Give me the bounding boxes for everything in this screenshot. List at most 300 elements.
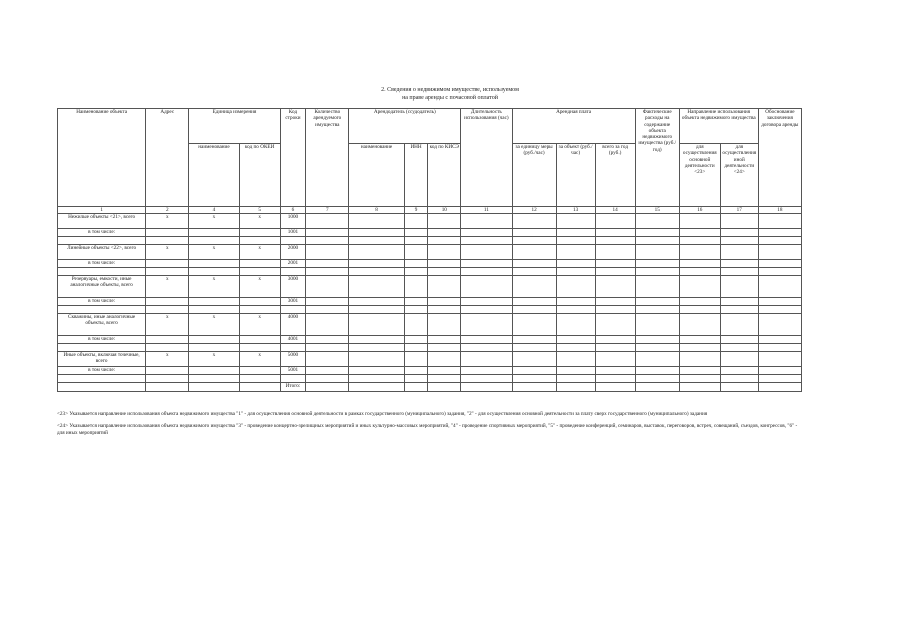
row-unit-okei xyxy=(239,268,280,276)
row-empty-cell xyxy=(758,276,801,298)
row-address: x xyxy=(146,245,189,260)
row-empty-cell xyxy=(349,336,404,344)
row-empty-cell xyxy=(428,298,461,306)
section-title-line-2: на праве аренды с почасовой оплатой xyxy=(402,95,498,101)
row-empty-cell xyxy=(720,306,758,314)
row-empty-cell xyxy=(306,229,349,237)
row-empty-cell xyxy=(595,298,635,306)
table-row xyxy=(58,276,802,298)
row-empty-cell xyxy=(349,276,404,298)
row-empty-cell xyxy=(679,306,720,314)
row-unit-okei xyxy=(239,260,280,268)
row-empty-cell xyxy=(461,375,512,383)
row-empty-cell xyxy=(635,276,679,298)
row-empty-cell xyxy=(512,268,556,276)
header-rent-object: за объект (руб./час) xyxy=(556,144,595,207)
row-empty-cell xyxy=(461,298,512,306)
table-row xyxy=(58,237,802,245)
row-line-code xyxy=(280,268,306,276)
row-empty-cell xyxy=(461,237,512,245)
row-empty-cell xyxy=(595,306,635,314)
row-empty-cell xyxy=(512,298,556,306)
column-number: 6 xyxy=(280,207,306,214)
header-lessor: Арендодатель (ссудодатель) xyxy=(349,109,461,144)
row-unit-name xyxy=(189,237,239,245)
row-unit-okei: x xyxy=(239,245,280,260)
row-empty-cell xyxy=(461,268,512,276)
table-row xyxy=(58,245,802,260)
row-empty-cell xyxy=(404,375,428,383)
row-unit-okei: x xyxy=(239,314,280,336)
row-empty-cell xyxy=(461,344,512,352)
header-purpose-main: для осуществления основной деятельности <23> xyxy=(679,144,720,207)
row-line-code: 3001 xyxy=(280,298,306,306)
row-line-code xyxy=(280,375,306,383)
header-lessor-inn: ИНН xyxy=(404,144,428,207)
row-empty-cell xyxy=(461,214,512,229)
row-empty-cell xyxy=(720,214,758,229)
row-empty-cell xyxy=(512,367,556,375)
row-empty-cell xyxy=(428,276,461,298)
row-empty-cell xyxy=(556,260,595,268)
row-empty-cell xyxy=(306,260,349,268)
row-empty-cell xyxy=(595,229,635,237)
row-empty-cell xyxy=(512,260,556,268)
row-unit-name xyxy=(189,260,239,268)
row-empty-cell xyxy=(512,229,556,237)
row-address xyxy=(146,229,189,237)
header-rent-unit: за единицу меры (руб./час) xyxy=(512,144,556,207)
row-empty-cell xyxy=(679,268,720,276)
row-unit-okei: x xyxy=(239,352,280,367)
row-empty-cell xyxy=(428,306,461,314)
row-empty-cell xyxy=(635,367,679,375)
row-empty-cell xyxy=(720,336,758,344)
row-empty-cell xyxy=(404,352,428,367)
row-empty-cell xyxy=(556,229,595,237)
row-address xyxy=(146,237,189,245)
row-unit-name: x xyxy=(189,245,239,260)
row-empty-cell xyxy=(595,268,635,276)
row-empty-cell xyxy=(512,237,556,245)
row-empty-cell xyxy=(428,229,461,237)
row-empty-cell xyxy=(349,245,404,260)
row-empty-cell xyxy=(556,314,595,336)
row-empty-cell xyxy=(720,375,758,383)
row-empty-cell xyxy=(720,268,758,276)
row-empty-cell xyxy=(461,260,512,268)
row-empty-cell xyxy=(635,298,679,306)
row-empty-cell xyxy=(461,336,512,344)
row-unit-okei xyxy=(239,298,280,306)
header-address: Адрес xyxy=(146,109,189,207)
header-area: Количество арендуемого имущества xyxy=(306,109,349,207)
table-row xyxy=(58,260,802,268)
row-empty-cell xyxy=(556,276,595,298)
row-empty-cell xyxy=(512,276,556,298)
footnotes xyxy=(57,411,802,442)
row-empty-cell xyxy=(679,229,720,237)
row-empty-cell xyxy=(404,229,428,237)
row-empty-cell xyxy=(404,306,428,314)
row-line-code: 4000 xyxy=(280,314,306,336)
row-empty-cell xyxy=(306,306,349,314)
row-unit-name xyxy=(189,229,239,237)
table-row xyxy=(58,306,802,314)
row-empty-cell xyxy=(404,214,428,229)
row-unit-okei xyxy=(239,237,280,245)
row-unit-okei xyxy=(239,344,280,352)
header-rent-year: всего за год (руб.) xyxy=(595,144,635,207)
row-empty-cell xyxy=(349,229,404,237)
row-empty-cell xyxy=(428,237,461,245)
header-lessor-kisz: код по КИСЭ xyxy=(428,144,461,207)
column-number: 2 xyxy=(146,207,189,214)
row-empty-cell xyxy=(679,314,720,336)
row-empty-cell xyxy=(349,375,404,383)
row-empty-cell xyxy=(556,352,595,367)
row-empty-cell xyxy=(635,375,679,383)
row-empty-cell xyxy=(306,276,349,298)
row-empty-cell xyxy=(758,229,801,237)
row-line-code xyxy=(280,237,306,245)
row-unit-name xyxy=(189,306,239,314)
row-empty-cell xyxy=(556,237,595,245)
column-number: 8 xyxy=(349,207,404,214)
row-unit-name xyxy=(189,367,239,375)
row-unit-name: x xyxy=(189,214,239,229)
row-empty-cell xyxy=(428,375,461,383)
header-row-1 xyxy=(58,109,802,144)
row-empty-cell xyxy=(461,314,512,336)
row-empty-cell xyxy=(595,367,635,375)
table-row xyxy=(58,352,802,367)
row-empty-cell xyxy=(404,245,428,260)
row-empty-cell xyxy=(635,268,679,276)
row-empty-cell xyxy=(404,314,428,336)
row-name xyxy=(58,268,146,276)
row-empty-cell xyxy=(720,276,758,298)
row-empty-cell xyxy=(720,245,758,260)
header-unit-name: наименование xyxy=(189,144,239,207)
row-empty-cell xyxy=(556,306,595,314)
row-empty-cell xyxy=(512,214,556,229)
row-empty-cell xyxy=(556,336,595,344)
column-number: 18 xyxy=(758,207,801,214)
row-empty-cell xyxy=(306,352,349,367)
row-empty-cell xyxy=(758,245,801,260)
row-empty-cell xyxy=(349,260,404,268)
column-number: 4 xyxy=(189,207,239,214)
row-address xyxy=(146,298,189,306)
row-empty-cell xyxy=(428,336,461,344)
table-row xyxy=(58,344,802,352)
row-name: Нежилые объекты <21>, всего xyxy=(58,214,146,229)
row-unit-name xyxy=(189,375,239,383)
row-address xyxy=(146,344,189,352)
row-empty-cell xyxy=(679,260,720,268)
row-unit-okei xyxy=(239,375,280,383)
row-empty-cell xyxy=(349,344,404,352)
total-label: Итого: xyxy=(280,383,306,392)
row-address: x xyxy=(146,352,189,367)
row-name: в том числе: xyxy=(58,298,146,306)
row-empty-cell xyxy=(461,352,512,367)
row-empty-cell xyxy=(758,375,801,383)
column-number: 14 xyxy=(595,207,635,214)
row-address: x xyxy=(146,276,189,298)
row-empty-cell xyxy=(635,214,679,229)
row-empty-cell xyxy=(679,298,720,306)
row-empty-cell xyxy=(404,298,428,306)
table-row xyxy=(58,375,802,383)
row-empty-cell xyxy=(758,344,801,352)
row-empty-cell xyxy=(428,314,461,336)
column-number: 12 xyxy=(512,207,556,214)
row-empty-cell xyxy=(635,260,679,268)
column-number: 7 xyxy=(306,207,349,214)
row-name xyxy=(58,375,146,383)
row-empty-cell xyxy=(306,367,349,375)
table-row xyxy=(58,336,802,344)
row-empty-cell xyxy=(758,336,801,344)
row-empty-cell xyxy=(635,306,679,314)
row-address xyxy=(146,336,189,344)
row-empty-cell xyxy=(428,352,461,367)
row-name: Скважины, иные аналогичные объекты, всего xyxy=(58,314,146,336)
row-line-code: 1000 xyxy=(280,214,306,229)
row-empty-cell xyxy=(679,276,720,298)
table-row xyxy=(58,229,802,237)
row-empty-cell xyxy=(720,237,758,245)
row-empty-cell xyxy=(720,367,758,375)
header-name: Наименование объекта xyxy=(58,109,146,207)
row-empty-cell xyxy=(635,352,679,367)
row-empty-cell xyxy=(306,237,349,245)
row-line-code: 4001 xyxy=(280,336,306,344)
row-empty-cell xyxy=(512,245,556,260)
header-line-code: Код строки xyxy=(280,109,306,207)
row-empty-cell xyxy=(349,367,404,375)
column-number: 15 xyxy=(635,207,679,214)
row-empty-cell xyxy=(679,237,720,245)
row-empty-cell xyxy=(679,214,720,229)
row-empty-cell xyxy=(758,268,801,276)
row-address xyxy=(146,260,189,268)
column-number: 9 xyxy=(404,207,428,214)
row-empty-cell xyxy=(428,214,461,229)
row-empty-cell xyxy=(512,306,556,314)
row-empty-cell xyxy=(512,352,556,367)
row-empty-cell xyxy=(595,336,635,344)
table-row xyxy=(58,214,802,229)
table-row xyxy=(58,268,802,276)
row-unit-okei: x xyxy=(239,214,280,229)
row-empty-cell xyxy=(461,245,512,260)
row-empty-cell xyxy=(306,268,349,276)
row-name xyxy=(58,237,146,245)
footnote-24: <24> Указывается направление использования объекта недвижимого имущества "3" - проведение концертно-зрелищных мероприятий и иных культурно-массовых мероприятий, "4" - проведение спортивных мероприятий, "5" - проведение конференций, семинаров, выставок, переговоров, встреч, совещаний, съездов, конгрессов, "6" - для иных мероприятий xyxy=(57,423,798,436)
row-line-code: 3000 xyxy=(280,276,306,298)
row-unit-name xyxy=(189,268,239,276)
row-empty-cell xyxy=(679,367,720,375)
table-row xyxy=(58,314,802,336)
row-address xyxy=(146,268,189,276)
row-empty-cell xyxy=(720,344,758,352)
row-empty-cell xyxy=(306,214,349,229)
row-empty-cell xyxy=(635,314,679,336)
row-empty-cell xyxy=(349,237,404,245)
row-empty-cell xyxy=(512,375,556,383)
row-empty-cell xyxy=(635,229,679,237)
column-number: 13 xyxy=(556,207,595,214)
header-expenses: Фактические расходы на содержание объекта недвижимого имущества (руб./год) xyxy=(635,109,679,207)
column-number: 11 xyxy=(461,207,512,214)
row-empty-cell xyxy=(556,268,595,276)
row-empty-cell xyxy=(758,367,801,375)
row-empty-cell xyxy=(349,306,404,314)
row-line-code xyxy=(280,306,306,314)
row-empty-cell xyxy=(556,375,595,383)
header-rent: Арендная плата xyxy=(512,109,635,144)
row-empty-cell xyxy=(404,260,428,268)
row-empty-cell xyxy=(349,298,404,306)
property-table xyxy=(57,108,802,392)
row-empty-cell xyxy=(679,375,720,383)
row-empty-cell xyxy=(758,214,801,229)
table-row xyxy=(58,298,802,306)
row-empty-cell xyxy=(758,237,801,245)
row-empty-cell xyxy=(512,344,556,352)
row-line-code: 5000 xyxy=(280,352,306,367)
row-empty-cell xyxy=(679,352,720,367)
row-empty-cell xyxy=(306,344,349,352)
row-unit-okei: x xyxy=(239,276,280,298)
row-unit-okei xyxy=(239,336,280,344)
row-empty-cell xyxy=(595,314,635,336)
row-line-code: 2001 xyxy=(280,260,306,268)
row-empty-cell xyxy=(404,268,428,276)
header-unit-okei: код по ОКЕИ xyxy=(239,144,280,207)
row-empty-cell xyxy=(679,344,720,352)
row-empty-cell xyxy=(512,336,556,344)
row-empty-cell xyxy=(306,314,349,336)
row-empty-cell xyxy=(595,245,635,260)
column-number: 16 xyxy=(679,207,720,214)
row-empty-cell xyxy=(758,298,801,306)
row-empty-cell xyxy=(595,344,635,352)
row-name: в том числе: xyxy=(58,367,146,375)
header-unit: Единица измерения xyxy=(189,109,280,144)
row-unit-name: x xyxy=(189,352,239,367)
row-empty-cell xyxy=(595,276,635,298)
row-name xyxy=(58,344,146,352)
row-unit-name xyxy=(189,298,239,306)
row-name: Иные объекты, включая точечные, всего xyxy=(58,352,146,367)
row-empty-cell xyxy=(306,298,349,306)
row-empty-cell xyxy=(758,314,801,336)
column-number: 17 xyxy=(720,207,758,214)
column-number-row xyxy=(58,207,802,214)
row-empty-cell xyxy=(720,352,758,367)
row-empty-cell xyxy=(306,336,349,344)
row-empty-cell xyxy=(556,245,595,260)
row-empty-cell xyxy=(306,245,349,260)
row-empty-cell xyxy=(758,352,801,367)
row-empty-cell xyxy=(679,336,720,344)
row-unit-name: x xyxy=(189,314,239,336)
table-body xyxy=(58,214,802,383)
column-number: 1 xyxy=(58,207,146,214)
row-name: в том числе: xyxy=(58,229,146,237)
row-empty-cell xyxy=(635,336,679,344)
row-name: Резервуары, емкости, иные аналогичные объекты, всего xyxy=(58,276,146,298)
row-empty-cell xyxy=(595,214,635,229)
row-unit-name xyxy=(189,344,239,352)
row-empty-cell xyxy=(635,344,679,352)
row-empty-cell xyxy=(720,298,758,306)
header-justification: Обоснование заключения договора аренды xyxy=(758,109,801,207)
section-title-line-1: 2. Сведения о недвижимом имуществе, используемом xyxy=(381,87,519,93)
row-address xyxy=(146,306,189,314)
row-address xyxy=(146,375,189,383)
column-number: 5 xyxy=(239,207,280,214)
row-empty-cell xyxy=(306,375,349,383)
row-address: x xyxy=(146,314,189,336)
row-line-code: 1001 xyxy=(280,229,306,237)
row-name: в том числе: xyxy=(58,260,146,268)
row-empty-cell xyxy=(428,344,461,352)
row-name: в том числе: xyxy=(58,336,146,344)
header-purpose-other: для осуществления иной деятельности <24> xyxy=(720,144,758,207)
row-unit-name: x xyxy=(189,276,239,298)
row-empty-cell xyxy=(349,352,404,367)
row-address xyxy=(146,367,189,375)
row-empty-cell xyxy=(556,298,595,306)
row-line-code: 5001 xyxy=(280,367,306,375)
row-line-code xyxy=(280,344,306,352)
header-lessor-name: наименование xyxy=(349,144,404,207)
row-empty-cell xyxy=(404,237,428,245)
row-empty-cell xyxy=(461,276,512,298)
row-empty-cell xyxy=(595,375,635,383)
row-empty-cell xyxy=(720,229,758,237)
total-row xyxy=(58,383,802,392)
row-name: Линейные объекты <22>, всего xyxy=(58,245,146,260)
row-empty-cell xyxy=(679,245,720,260)
footnote-23: <23> Указывается направление использования объекта недвижимого имущества "1" - для осуществления основной деятельности в рамках государственного (муниципального) задания, "2" - для осуществления основной деятельности за плату сверх государственного (муниципального) задания xyxy=(57,411,708,417)
row-empty-cell xyxy=(595,352,635,367)
row-empty-cell xyxy=(595,260,635,268)
row-empty-cell xyxy=(404,344,428,352)
row-empty-cell xyxy=(595,237,635,245)
row-empty-cell xyxy=(720,260,758,268)
row-empty-cell xyxy=(512,314,556,336)
row-unit-okei xyxy=(239,367,280,375)
column-number: 10 xyxy=(428,207,461,214)
section-title xyxy=(300,86,600,102)
row-empty-cell xyxy=(556,367,595,375)
row-empty-cell xyxy=(349,268,404,276)
row-empty-cell xyxy=(758,306,801,314)
row-empty-cell xyxy=(428,260,461,268)
table-row xyxy=(58,367,802,375)
row-address: x xyxy=(146,214,189,229)
header-purpose: Направление использования объекта недвижимого имущества xyxy=(679,109,758,144)
row-empty-cell xyxy=(349,214,404,229)
row-empty-cell xyxy=(461,306,512,314)
row-empty-cell xyxy=(404,276,428,298)
